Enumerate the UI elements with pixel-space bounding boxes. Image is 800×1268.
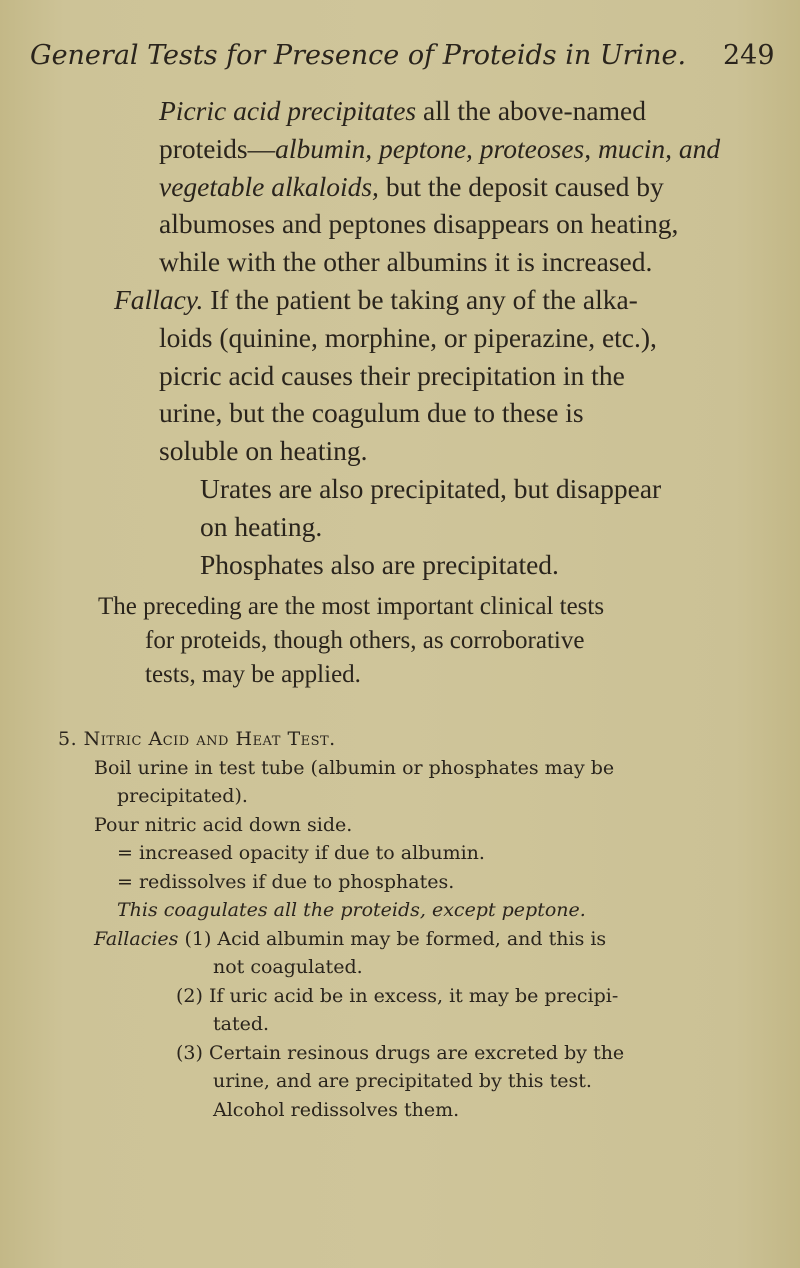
text-line: Boil urine in test tube (albumin or phosphates may be bbox=[94, 756, 615, 779]
text-line: tests, may be applied. bbox=[145, 661, 361, 688]
text-run: (1) Acid albumin may be formed, and this is bbox=[178, 927, 607, 950]
text-line bbox=[114, 130, 754, 168]
italic-term: vegetable alkaloids, bbox=[159, 170, 379, 202]
text-line: = redissolves if due to phosphates. bbox=[117, 870, 455, 893]
text-line: = increased opacity if due to albumin. bbox=[117, 842, 485, 864]
text-line: precipitated). bbox=[117, 785, 248, 807]
text-line: The preceding are the most important clinical tests bbox=[98, 593, 605, 620]
text-line: while with the other albumins it is increased. bbox=[159, 246, 653, 278]
text-line: Urates are also precipitated, but disappear bbox=[200, 472, 662, 504]
text-line: for proteids, though others, as corroborative bbox=[145, 627, 585, 654]
text-run: but the deposit caused by bbox=[378, 170, 664, 202]
running-head-title: General Tests for Presence of Proteids in Urine. bbox=[30, 40, 687, 71]
text-line bbox=[114, 92, 754, 130]
italic-term: albumin, peptone, proteoses, mucin, and bbox=[275, 132, 721, 164]
text-line: (3) Certain resinous drugs are excreted by the bbox=[176, 1041, 625, 1064]
text-line: loids (quinine, morphine, or piperazine, etc.), bbox=[159, 321, 657, 353]
text-run: proteids— bbox=[159, 132, 276, 164]
text-line: picric acid causes their precipitation in the bbox=[159, 359, 625, 391]
page-number: 249 bbox=[723, 40, 775, 71]
text-run: If the patient be taking any of the alka- bbox=[203, 283, 638, 315]
text-line: not coagulated. bbox=[213, 956, 363, 978]
text-line bbox=[94, 925, 800, 954]
text-line: urine, but the coagulum due to these is bbox=[159, 397, 584, 429]
picric-acid-section bbox=[114, 92, 754, 583]
text-line bbox=[114, 168, 754, 206]
text-line: This coagulates all the proteids, except peptone. bbox=[117, 899, 586, 921]
fallacies-label: Fallacies bbox=[94, 927, 179, 950]
fallacy-label: Fallacy. bbox=[114, 283, 204, 315]
text-line: soluble on heating. bbox=[159, 435, 368, 467]
text-line: on heating. bbox=[200, 510, 323, 542]
running-head bbox=[30, 40, 790, 71]
text-line: tated. bbox=[213, 1013, 270, 1035]
text-line: urine, and are precipitated by this test. bbox=[213, 1070, 592, 1092]
text-line: Alcohol redissolves them. bbox=[213, 1098, 460, 1121]
section-heading: 5. Nitric Acid and Heat Test. bbox=[58, 728, 336, 750]
text-line bbox=[114, 281, 754, 319]
text-line: (2) If uric acid be in excess, it may be precipi- bbox=[176, 984, 619, 1007]
text-line: Phosphates also are precipitated. bbox=[200, 548, 559, 580]
italic-term: Picric acid precipitates bbox=[159, 95, 417, 126]
text-line: albumoses and peptones disappears on heating, bbox=[159, 208, 679, 240]
summary-paragraph bbox=[98, 590, 758, 692]
text-run: all the above-named bbox=[416, 95, 646, 126]
text-line: Pour nitric acid down side. bbox=[94, 813, 353, 836]
nitric-acid-section bbox=[0, 725, 800, 1124]
